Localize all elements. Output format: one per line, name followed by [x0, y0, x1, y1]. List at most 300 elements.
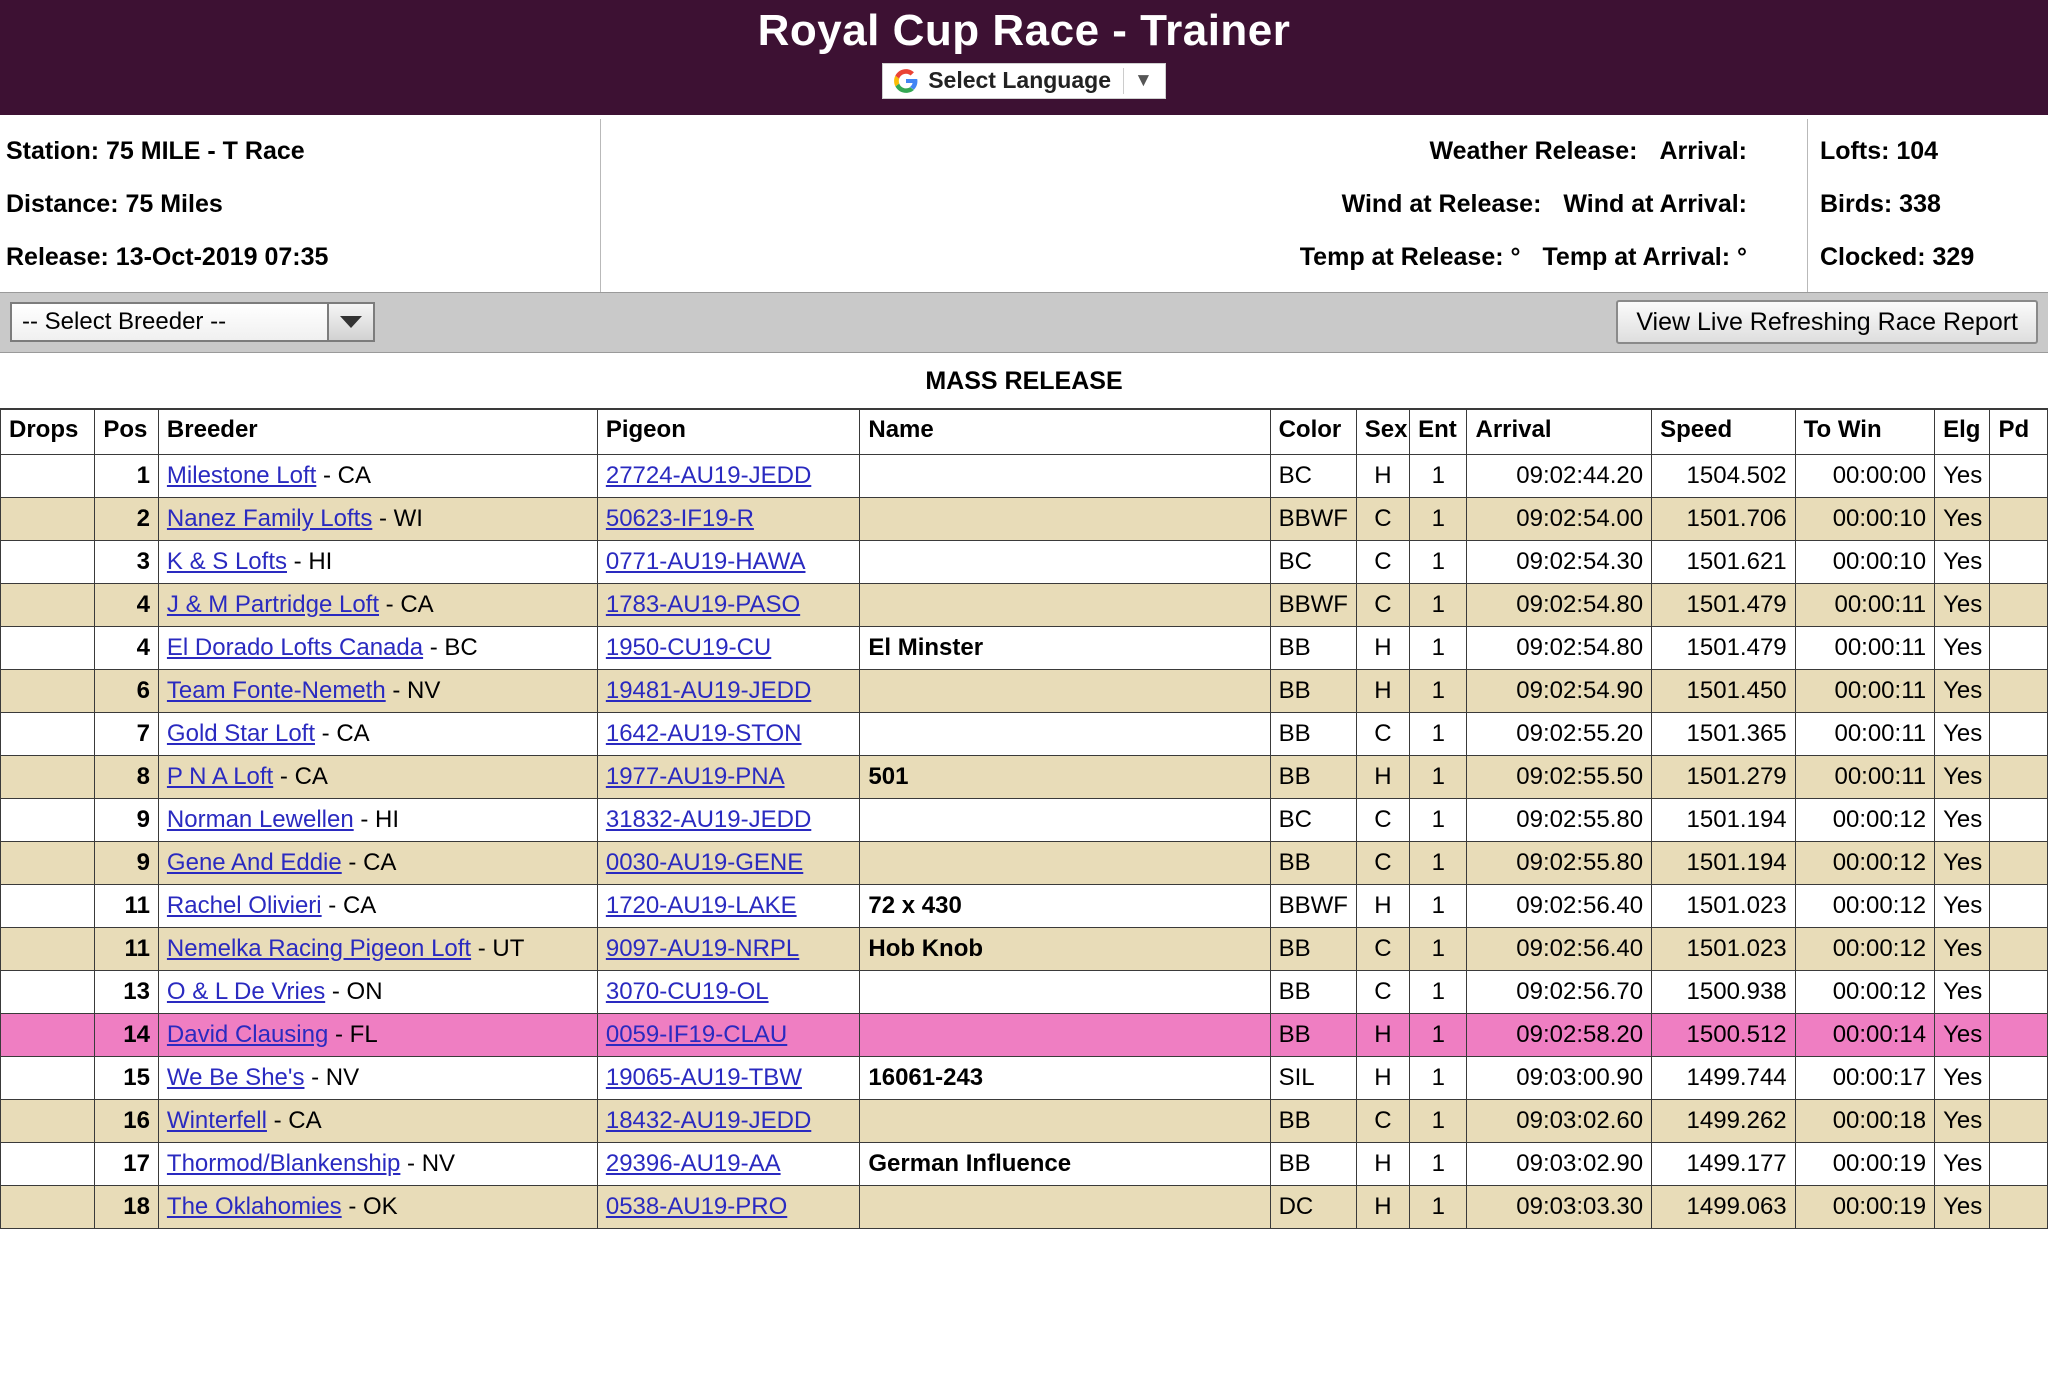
- cell-drops: [1, 497, 95, 540]
- table-row: [1, 583, 2048, 626]
- cell-arrival: 09:02:54.80: [1467, 626, 1652, 669]
- section-title: MASS RELEASE: [0, 353, 2048, 408]
- breeder-link[interactable]: The Oklahomies: [166, 1192, 342, 1220]
- cell-breeder: J & M Partridge Loft - CA: [158, 583, 597, 626]
- cell-breeder: Rachel Olivieri - CA: [158, 884, 597, 927]
- breeder-link[interactable]: El Dorado Lofts Canada: [166, 633, 424, 661]
- cell-towin: 00:00:11: [1795, 583, 1934, 626]
- cell-pd: [1990, 583, 2048, 626]
- cell-pos: 17: [95, 1142, 159, 1185]
- cell-elg: Yes: [1935, 1013, 1990, 1056]
- cell-drops: [1, 669, 95, 712]
- cell-name: German Influence: [860, 1142, 1270, 1185]
- pigeon-link[interactable]: 0771-AU19-HAWA: [605, 547, 806, 575]
- col-arrival[interactable]: Arrival: [1467, 409, 1652, 455]
- cell-pos: 9: [95, 841, 159, 884]
- cell-color: BB: [1270, 712, 1356, 755]
- cell-breeder: Milestone Loft - CA: [158, 454, 597, 497]
- cell-sex: H: [1356, 626, 1409, 669]
- cell-drops: [1, 927, 95, 970]
- cell-pos: 11: [95, 884, 159, 927]
- cell-towin: 00:00:11: [1795, 712, 1934, 755]
- cell-color: BC: [1270, 540, 1356, 583]
- cell-elg: Yes: [1935, 884, 1990, 927]
- distance-info: Distance: 75 Miles: [6, 189, 223, 218]
- cell-pd: [1990, 454, 2048, 497]
- wind-release-label: Wind at Release:: [1341, 189, 1542, 218]
- cell-pigeon: [597, 497, 860, 540]
- col-drops[interactable]: Drops: [1, 409, 95, 455]
- breeder-select[interactable]: [10, 302, 375, 342]
- cell-pd: [1990, 1185, 2048, 1228]
- cell-color: BB: [1270, 755, 1356, 798]
- table-row: [1, 798, 2048, 841]
- cell-arrival: 09:03:02.90: [1467, 1142, 1652, 1185]
- breeder-link[interactable]: Gene And Eddie: [166, 848, 342, 876]
- cell-arrival: 09:02:54.80: [1467, 583, 1652, 626]
- cell-drops: [1, 1099, 95, 1142]
- cell-sex: H: [1356, 755, 1409, 798]
- cell-pigeon: [597, 798, 860, 841]
- breeder-link[interactable]: Norman Lewellen: [166, 805, 354, 833]
- page-title: Royal Cup Race - Trainer: [757, 6, 1291, 55]
- pigeon-link[interactable]: 19065-AU19-TBW: [605, 1063, 802, 1091]
- breeder-link[interactable]: Gold Star Loft: [166, 719, 315, 747]
- cell-arrival: 09:03:03.30: [1467, 1185, 1652, 1228]
- pigeon-link[interactable]: 1783-AU19-PASO: [605, 590, 801, 618]
- cell-speed: 1500.512: [1652, 1013, 1796, 1056]
- cell-color: BC: [1270, 798, 1356, 841]
- cell-speed: 1501.479: [1652, 583, 1796, 626]
- cell-pos: 8: [95, 755, 159, 798]
- cell-breeder: P N A Loft - CA: [158, 755, 597, 798]
- cell-sex: H: [1356, 1185, 1409, 1228]
- col-pd[interactable]: Pd: [1990, 409, 2048, 455]
- cell-color: BBWF: [1270, 583, 1356, 626]
- table-row: [1, 927, 2048, 970]
- cell-arrival: 09:02:56.40: [1467, 884, 1652, 927]
- breeder-link[interactable]: Winterfell: [166, 1106, 267, 1134]
- cell-pd: [1990, 712, 2048, 755]
- cell-ent: 1: [1410, 841, 1467, 884]
- table-header-row: [1, 409, 2048, 455]
- cell-elg: Yes: [1935, 454, 1990, 497]
- cell-pos: 16: [95, 1099, 159, 1142]
- cell-speed: 1501.450: [1652, 669, 1796, 712]
- cell-arrival: 09:02:54.00: [1467, 497, 1652, 540]
- cell-drops: [1, 970, 95, 1013]
- pigeon-link[interactable]: 50623-IF19-R: [605, 504, 754, 532]
- cell-pd: [1990, 1142, 2048, 1185]
- cell-pigeon: [597, 583, 860, 626]
- cell-drops: [1, 1056, 95, 1099]
- col-speed[interactable]: Speed: [1652, 409, 1796, 455]
- cell-name: [860, 798, 1270, 841]
- release-info: Release: 13-Oct-2019 07:35: [6, 242, 329, 271]
- cell-name: 501: [860, 755, 1270, 798]
- pigeon-link[interactable]: 27724-AU19-JEDD: [605, 461, 812, 489]
- cell-elg: Yes: [1935, 798, 1990, 841]
- table-row: [1, 884, 2048, 927]
- station-info: Station: 75 MILE - T Race: [6, 136, 305, 165]
- cell-pd: [1990, 540, 2048, 583]
- cell-sex: C: [1356, 927, 1409, 970]
- cell-breeder: Gene And Eddie - CA: [158, 841, 597, 884]
- cell-pigeon: [597, 1013, 860, 1056]
- col-elg[interactable]: Elg: [1935, 409, 1990, 455]
- cell-sex: C: [1356, 712, 1409, 755]
- cell-pigeon: [597, 1099, 860, 1142]
- cell-breeder: El Dorado Lofts Canada - BC: [158, 626, 597, 669]
- cell-sex: H: [1356, 884, 1409, 927]
- breeder-link[interactable]: Nanez Family Lofts: [166, 504, 373, 532]
- table-row: [1, 626, 2048, 669]
- col-breeder[interactable]: Breeder: [158, 409, 597, 455]
- cell-ent: 1: [1410, 540, 1467, 583]
- cell-drops: [1, 1013, 95, 1056]
- cell-arrival: 09:02:56.70: [1467, 970, 1652, 1013]
- cell-pos: 11: [95, 927, 159, 970]
- cell-pigeon: [597, 626, 860, 669]
- cell-elg: Yes: [1935, 583, 1990, 626]
- cell-speed: 1499.744: [1652, 1056, 1796, 1099]
- cell-pigeon: [597, 927, 860, 970]
- cell-speed: 1501.706: [1652, 497, 1796, 540]
- cell-pigeon: [597, 712, 860, 755]
- cell-arrival: 09:02:54.90: [1467, 669, 1652, 712]
- cell-towin: 00:00:11: [1795, 669, 1934, 712]
- pigeon-link[interactable]: 0030-AU19-GENE: [605, 848, 804, 876]
- birds-count: Birds: 338: [1820, 189, 1941, 218]
- pigeon-link[interactable]: 1977-AU19-PNA: [605, 762, 785, 790]
- cell-sex: C: [1356, 497, 1409, 540]
- google-g-icon: [893, 68, 919, 94]
- cell-breeder: We Be She's - NV: [158, 1056, 597, 1099]
- cell-elg: Yes: [1935, 755, 1990, 798]
- cell-breeder: The Oklahomies - OK: [158, 1185, 597, 1228]
- temp-arrival-label: Temp at Arrival: °: [1542, 242, 1747, 271]
- cell-pd: [1990, 927, 2048, 970]
- cell-drops: [1, 540, 95, 583]
- pigeon-link[interactable]: 0059-IF19-CLAU: [605, 1020, 788, 1048]
- race-info-weather: [600, 119, 1808, 292]
- breeder-link[interactable]: Thormod/Blankenship: [166, 1149, 401, 1177]
- cell-color: BB: [1270, 669, 1356, 712]
- pigeon-link[interactable]: 29396-AU19-AA: [605, 1149, 781, 1177]
- cell-color: BB: [1270, 1099, 1356, 1142]
- temp-row: [611, 243, 1747, 272]
- cell-ent: 1: [1410, 927, 1467, 970]
- cell-elg: Yes: [1935, 540, 1990, 583]
- cell-towin: 00:00:10: [1795, 497, 1934, 540]
- col-color[interactable]: Color: [1270, 409, 1356, 455]
- cell-arrival: 09:02:55.50: [1467, 755, 1652, 798]
- cell-towin: 00:00:19: [1795, 1185, 1934, 1228]
- temp-release-label: Temp at Release: °: [1299, 242, 1521, 271]
- cell-ent: 1: [1410, 755, 1467, 798]
- cell-drops: [1, 626, 95, 669]
- cell-color: BBWF: [1270, 884, 1356, 927]
- cell-ent: 1: [1410, 1099, 1467, 1142]
- cell-breeder: Winterfell - CA: [158, 1099, 597, 1142]
- select-language-label: Select Language: [928, 67, 1111, 94]
- cell-speed: 1501.621: [1652, 540, 1796, 583]
- cell-drops: [1, 454, 95, 497]
- cell-elg: Yes: [1935, 626, 1990, 669]
- cell-pd: [1990, 884, 2048, 927]
- cell-pd: [1990, 1099, 2048, 1142]
- table-row: [1, 841, 2048, 884]
- cell-pos: 4: [95, 626, 159, 669]
- cell-pd: [1990, 1056, 2048, 1099]
- cell-color: BB: [1270, 927, 1356, 970]
- cell-pd: [1990, 798, 2048, 841]
- cell-ent: 1: [1410, 798, 1467, 841]
- cell-elg: Yes: [1935, 669, 1990, 712]
- cell-drops: [1, 583, 95, 626]
- cell-towin: 00:00:12: [1795, 970, 1934, 1013]
- table-row: [1, 1099, 2048, 1142]
- cell-pd: [1990, 841, 2048, 884]
- pigeon-link[interactable]: 18432-AU19-JEDD: [605, 1106, 812, 1134]
- weather-release-row: [611, 137, 1747, 166]
- table-row: [1, 970, 2048, 1013]
- cell-name: [860, 540, 1270, 583]
- cell-pd: [1990, 626, 2048, 669]
- cell-breeder: David Clausing - FL: [158, 1013, 597, 1056]
- cell-pos: 2: [95, 497, 159, 540]
- cell-ent: 1: [1410, 1056, 1467, 1099]
- cell-elg: Yes: [1935, 927, 1990, 970]
- cell-pigeon: [597, 884, 860, 927]
- cell-arrival: 09:02:58.20: [1467, 1013, 1652, 1056]
- cell-drops: [1, 798, 95, 841]
- cell-pos: 14: [95, 1013, 159, 1056]
- cell-pos: 1: [95, 454, 159, 497]
- cell-pigeon: [597, 841, 860, 884]
- cell-pigeon: [597, 970, 860, 1013]
- cell-pos: 4: [95, 583, 159, 626]
- pigeon-link[interactable]: 19481-AU19-JEDD: [605, 676, 812, 704]
- pigeon-link[interactable]: 3070-CU19-OL: [605, 977, 769, 1005]
- col-sex[interactable]: Sex: [1356, 409, 1409, 455]
- table-row: [1, 1142, 2048, 1185]
- table-row: [1, 1056, 2048, 1099]
- breeder-link[interactable]: O & L De Vries: [166, 977, 326, 1005]
- breeder-link[interactable]: K & S Lofts: [166, 547, 287, 575]
- cell-speed: 1501.023: [1652, 927, 1796, 970]
- cell-color: BB: [1270, 970, 1356, 1013]
- cell-elg: Yes: [1935, 1099, 1990, 1142]
- breeder-link[interactable]: David Clausing: [166, 1020, 329, 1048]
- view-live-report-button[interactable]: View Live Refreshing Race Report: [1616, 300, 2038, 344]
- cell-name: 16061-243: [860, 1056, 1270, 1099]
- cell-pos: 6: [95, 669, 159, 712]
- cell-ent: 1: [1410, 1185, 1467, 1228]
- cell-color: BB: [1270, 1013, 1356, 1056]
- cell-speed: 1499.063: [1652, 1185, 1796, 1228]
- cell-drops: [1, 884, 95, 927]
- cell-pd: [1990, 669, 2048, 712]
- weather-release-label: Weather Release:: [1429, 136, 1638, 165]
- cell-name: [860, 583, 1270, 626]
- cell-name: [860, 841, 1270, 884]
- cell-speed: 1501.023: [1652, 884, 1796, 927]
- cell-pigeon: [597, 1185, 860, 1228]
- race-info-counts: [1808, 119, 2048, 292]
- cell-pd: [1990, 1013, 2048, 1056]
- cell-name: [860, 1099, 1270, 1142]
- page-banner: [0, 0, 2048, 119]
- cell-speed: 1499.262: [1652, 1099, 1796, 1142]
- table-row: [1, 755, 2048, 798]
- cell-towin: 00:00:18: [1795, 1099, 1934, 1142]
- cell-breeder: Team Fonte-Nemeth - NV: [158, 669, 597, 712]
- cell-ent: 1: [1410, 626, 1467, 669]
- col-pos[interactable]: Pos: [95, 409, 159, 455]
- cell-ent: 1: [1410, 669, 1467, 712]
- cell-pos: 18: [95, 1185, 159, 1228]
- pigeon-link[interactable]: 1950-CU19-CU: [605, 633, 772, 661]
- cell-name: [860, 669, 1270, 712]
- cell-name: El Minster: [860, 626, 1270, 669]
- cell-ent: 1: [1410, 712, 1467, 755]
- cell-color: DC: [1270, 1185, 1356, 1228]
- pigeon-link[interactable]: 1720-AU19-LAKE: [605, 891, 797, 919]
- cell-color: SIL: [1270, 1056, 1356, 1099]
- cell-sex: C: [1356, 841, 1409, 884]
- cell-pos: 9: [95, 798, 159, 841]
- breeder-link[interactable]: Rachel Olivieri: [166, 891, 322, 919]
- pigeon-link[interactable]: 1642-AU19-STON: [605, 719, 802, 747]
- cell-towin: 00:00:12: [1795, 841, 1934, 884]
- table-row: [1, 669, 2048, 712]
- cell-name: [860, 970, 1270, 1013]
- col-ent[interactable]: Ent: [1410, 409, 1467, 455]
- cell-speed: 1501.365: [1652, 712, 1796, 755]
- breeder-link[interactable]: J & M Partridge Loft: [166, 590, 380, 618]
- cell-towin: 00:00:11: [1795, 755, 1934, 798]
- cell-name: 72 x 430: [860, 884, 1270, 927]
- cell-towin: 00:00:12: [1795, 798, 1934, 841]
- cell-elg: Yes: [1935, 712, 1990, 755]
- cell-towin: 00:00:11: [1795, 626, 1934, 669]
- cell-ent: 1: [1410, 1013, 1467, 1056]
- breeder-link[interactable]: P N A Loft: [166, 762, 274, 790]
- cell-speed: 1504.502: [1652, 454, 1796, 497]
- cell-sex: C: [1356, 540, 1409, 583]
- cell-color: BB: [1270, 841, 1356, 884]
- cell-color: BBWF: [1270, 497, 1356, 540]
- pigeon-link[interactable]: 31832-AU19-JEDD: [605, 805, 812, 833]
- cell-name: [860, 497, 1270, 540]
- cell-elg: Yes: [1935, 497, 1990, 540]
- cell-name: [860, 454, 1270, 497]
- cell-breeder: Norman Lewellen - HI: [158, 798, 597, 841]
- wind-row: [611, 190, 1747, 219]
- cell-ent: 1: [1410, 1142, 1467, 1185]
- pigeon-link[interactable]: 0538-AU19-PRO: [605, 1192, 788, 1220]
- toolbar: [0, 293, 2048, 353]
- cell-sex: C: [1356, 970, 1409, 1013]
- cell-towin: 00:00:19: [1795, 1142, 1934, 1185]
- cell-name: Hob Knob: [860, 927, 1270, 970]
- wind-arrival-label: Wind at Arrival:: [1563, 189, 1747, 218]
- cell-drops: [1, 712, 95, 755]
- col-towin[interactable]: To Win: [1795, 409, 1934, 455]
- col-pigeon[interactable]: Pigeon: [597, 409, 860, 455]
- cell-name: [860, 1185, 1270, 1228]
- cell-arrival: 09:02:56.40: [1467, 927, 1652, 970]
- cell-name: [860, 712, 1270, 755]
- col-name[interactable]: Name: [860, 409, 1270, 455]
- lofts-count: Lofts: 104: [1820, 136, 1939, 165]
- table-row: [1, 1013, 2048, 1056]
- breeder-link[interactable]: Milestone Loft: [166, 461, 317, 489]
- cell-speed: 1499.177: [1652, 1142, 1796, 1185]
- table-row: [1, 497, 2048, 540]
- cell-ent: 1: [1410, 454, 1467, 497]
- cell-sex: H: [1356, 1013, 1409, 1056]
- cell-arrival: 09:02:54.30: [1467, 540, 1652, 583]
- cell-elg: Yes: [1935, 1056, 1990, 1099]
- table-row: [1, 712, 2048, 755]
- pigeon-link[interactable]: 9097-AU19-NRPL: [605, 934, 800, 962]
- cell-arrival: 09:02:44.20: [1467, 454, 1652, 497]
- cell-breeder: K & S Lofts - HI: [158, 540, 597, 583]
- chevron-down-icon[interactable]: [327, 304, 373, 340]
- clocked-count: Clocked: 329: [1820, 242, 1975, 271]
- cell-name: [860, 1013, 1270, 1056]
- cell-towin: 00:00:00: [1795, 454, 1934, 497]
- cell-sex: H: [1356, 669, 1409, 712]
- cell-pigeon: [597, 540, 860, 583]
- cell-drops: [1, 1185, 95, 1228]
- race-info-left: [0, 119, 600, 292]
- cell-ent: 1: [1410, 583, 1467, 626]
- cell-pos: 13: [95, 970, 159, 1013]
- cell-ent: 1: [1410, 497, 1467, 540]
- breeder-link[interactable]: We Be She's: [166, 1063, 305, 1091]
- cell-breeder: Nemelka Racing Pigeon Loft - UT: [158, 927, 597, 970]
- cell-pigeon: [597, 755, 860, 798]
- cell-sex: H: [1356, 454, 1409, 497]
- table-row: [1, 1185, 2048, 1228]
- cell-drops: [1, 1142, 95, 1185]
- cell-ent: 1: [1410, 884, 1467, 927]
- cell-towin: 00:00:12: [1795, 884, 1934, 927]
- cell-pd: [1990, 970, 2048, 1013]
- cell-pos: 3: [95, 540, 159, 583]
- cell-pos: 15: [95, 1056, 159, 1099]
- cell-sex: C: [1356, 583, 1409, 626]
- cell-towin: 00:00:14: [1795, 1013, 1934, 1056]
- chevron-down-icon[interactable]: ▼: [1133, 69, 1153, 91]
- cell-arrival: 09:02:55.80: [1467, 798, 1652, 841]
- breeder-link[interactable]: Nemelka Racing Pigeon Loft: [166, 934, 472, 962]
- breeder-select-value: -- Select Breeder --: [22, 308, 227, 336]
- cell-pigeon: [597, 1056, 860, 1099]
- cell-speed: 1501.194: [1652, 798, 1796, 841]
- cell-ent: 1: [1410, 970, 1467, 1013]
- cell-elg: Yes: [1935, 970, 1990, 1013]
- google-translate-widget[interactable]: [882, 63, 1166, 99]
- cell-sex: C: [1356, 1099, 1409, 1142]
- cell-pigeon: [597, 454, 860, 497]
- table-row: [1, 540, 2048, 583]
- breeder-link[interactable]: Team Fonte-Nemeth: [166, 676, 386, 704]
- cell-sex: H: [1356, 1142, 1409, 1185]
